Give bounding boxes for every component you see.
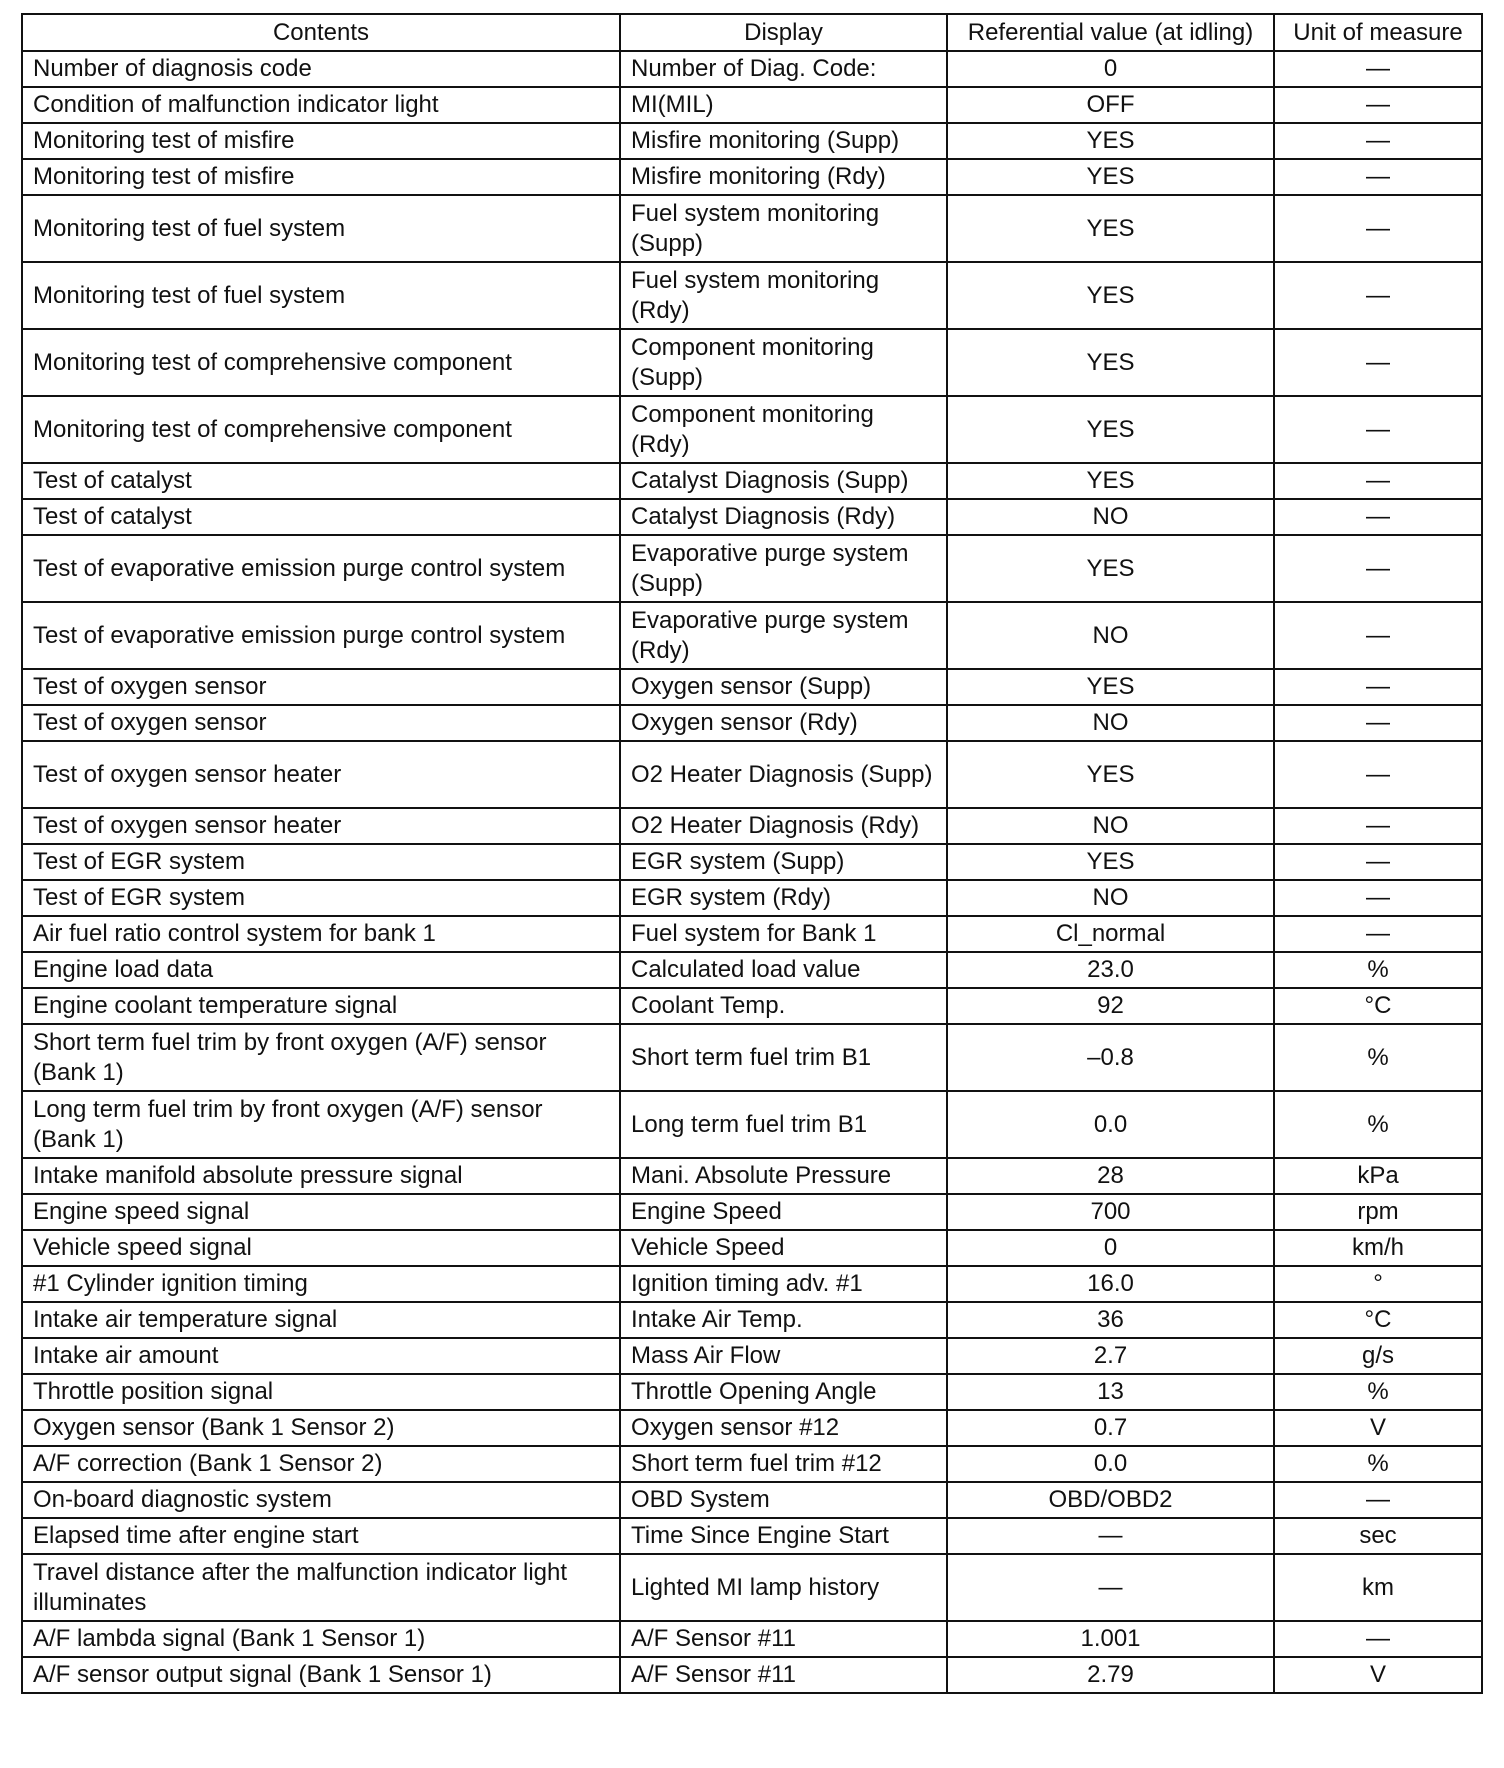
cell-display: OBD System (620, 1482, 947, 1518)
cell-unit: °C (1274, 1302, 1482, 1338)
cell-unit: — (1274, 463, 1482, 499)
table-row (22, 988, 1482, 1024)
cell-unit: — (1274, 396, 1482, 463)
cell-referential-value: YES (947, 844, 1274, 880)
cell-unit: rpm (1274, 1194, 1482, 1230)
cell-display: A/F Sensor #11 (620, 1657, 947, 1693)
cell-unit: kPa (1274, 1158, 1482, 1194)
cell-unit: — (1274, 499, 1482, 535)
cell-display: Mani. Absolute Pressure (620, 1158, 947, 1194)
cell-referential-value: NO (947, 705, 1274, 741)
cell-unit: % (1274, 1374, 1482, 1410)
table-row (22, 741, 1482, 808)
table-body (22, 51, 1482, 1693)
cell-contents: Air fuel ratio control system for bank 1 (22, 916, 620, 952)
cell-contents: Monitoring test of fuel system (22, 262, 620, 329)
cell-unit: — (1274, 195, 1482, 262)
table-container (21, 13, 1483, 1694)
cell-contents: On-board diagnostic system (22, 1482, 620, 1518)
cell-referential-value: NO (947, 880, 1274, 916)
cell-contents: Monitoring test of comprehensive component (22, 329, 620, 396)
header-contents: Contents (22, 14, 620, 51)
cell-contents: Intake air temperature signal (22, 1302, 620, 1338)
table-row (22, 1266, 1482, 1302)
cell-contents: Test of EGR system (22, 880, 620, 916)
cell-referential-value: 0.7 (947, 1410, 1274, 1446)
table-row (22, 808, 1482, 844)
cell-display: Intake Air Temp. (620, 1302, 947, 1338)
cell-referential-value: — (947, 1554, 1274, 1621)
cell-contents: Engine coolant temperature signal (22, 988, 620, 1024)
cell-contents: Test of oxygen sensor (22, 705, 620, 741)
table-row (22, 669, 1482, 705)
table-row (22, 1158, 1482, 1194)
data-table (21, 13, 1483, 1694)
cell-referential-value: 0.0 (947, 1446, 1274, 1482)
cell-unit: — (1274, 1621, 1482, 1657)
cell-display: Short term fuel trim B1 (620, 1024, 947, 1091)
cell-contents: Test of oxygen sensor (22, 669, 620, 705)
cell-referential-value: YES (947, 329, 1274, 396)
cell-contents: #1 Cylinder ignition timing (22, 1266, 620, 1302)
cell-referential-value: 13 (947, 1374, 1274, 1410)
table-row (22, 1446, 1482, 1482)
cell-referential-value: YES (947, 159, 1274, 195)
cell-display: Coolant Temp. (620, 988, 947, 1024)
cell-display: Vehicle Speed (620, 1230, 947, 1266)
cell-display: Oxygen sensor (Rdy) (620, 705, 947, 741)
cell-contents: Monitoring test of misfire (22, 123, 620, 159)
cell-referential-value: YES (947, 123, 1274, 159)
cell-contents: A/F sensor output signal (Bank 1 Sensor 1) (22, 1657, 620, 1693)
cell-contents: Test of oxygen sensor heater (22, 741, 620, 808)
cell-contents: Engine load data (22, 952, 620, 988)
cell-referential-value: 16.0 (947, 1266, 1274, 1302)
table-row (22, 880, 1482, 916)
cell-display: Evaporative purge system (Supp) (620, 535, 947, 602)
cell-contents: Intake manifold absolute pressure signal (22, 1158, 620, 1194)
cell-display: Component monitoring (Rdy) (620, 396, 947, 463)
cell-display: Ignition timing adv. #1 (620, 1266, 947, 1302)
cell-referential-value: OFF (947, 87, 1274, 123)
table-row (22, 329, 1482, 396)
header-display: Display (620, 14, 947, 51)
cell-unit: — (1274, 741, 1482, 808)
cell-contents: Test of catalyst (22, 463, 620, 499)
cell-display: Catalyst Diagnosis (Supp) (620, 463, 947, 499)
cell-unit: — (1274, 808, 1482, 844)
cell-unit: % (1274, 1446, 1482, 1482)
cell-display: Mass Air Flow (620, 1338, 947, 1374)
table-row (22, 1482, 1482, 1518)
table-row (22, 159, 1482, 195)
cell-contents: Test of evaporative emission purge control system (22, 535, 620, 602)
cell-display: Fuel system monitoring (Rdy) (620, 262, 947, 329)
cell-contents: Monitoring test of fuel system (22, 195, 620, 262)
cell-contents: Engine speed signal (22, 1194, 620, 1230)
cell-referential-value: 92 (947, 988, 1274, 1024)
table-row (22, 916, 1482, 952)
table-row (22, 1657, 1482, 1693)
cell-display: A/F Sensor #11 (620, 1621, 947, 1657)
cell-display: Calculated load value (620, 952, 947, 988)
cell-referential-value: YES (947, 463, 1274, 499)
cell-display: MI(MIL) (620, 87, 947, 123)
cell-unit: km (1274, 1554, 1482, 1621)
table-row (22, 463, 1482, 499)
cell-display: Long term fuel trim B1 (620, 1091, 947, 1158)
cell-unit: ° (1274, 1266, 1482, 1302)
table-row (22, 1410, 1482, 1446)
cell-display: Misfire monitoring (Rdy) (620, 159, 947, 195)
table-row (22, 123, 1482, 159)
cell-contents: Test of catalyst (22, 499, 620, 535)
table-row (22, 1374, 1482, 1410)
header-referential-value: Referential value (at idling) (947, 14, 1274, 51)
cell-unit: — (1274, 535, 1482, 602)
cell-unit: km/h (1274, 1230, 1482, 1266)
cell-display: Engine Speed (620, 1194, 947, 1230)
cell-unit: — (1274, 844, 1482, 880)
cell-unit: — (1274, 1482, 1482, 1518)
cell-referential-value: 0 (947, 51, 1274, 87)
table-row (22, 535, 1482, 602)
cell-referential-value: NO (947, 499, 1274, 535)
cell-referential-value: YES (947, 396, 1274, 463)
cell-contents: Monitoring test of misfire (22, 159, 620, 195)
table-row (22, 602, 1482, 669)
cell-contents: Number of diagnosis code (22, 51, 620, 87)
cell-contents: Vehicle speed signal (22, 1230, 620, 1266)
cell-unit: % (1274, 1024, 1482, 1091)
cell-contents: Long term fuel trim by front oxygen (A/F) sensor (Bank 1) (22, 1091, 620, 1158)
cell-display: O2 Heater Diagnosis (Supp) (620, 741, 947, 808)
cell-unit: — (1274, 705, 1482, 741)
cell-unit: — (1274, 262, 1482, 329)
cell-display: O2 Heater Diagnosis (Rdy) (620, 808, 947, 844)
cell-contents: A/F lambda signal (Bank 1 Sensor 1) (22, 1621, 620, 1657)
cell-referential-value: NO (947, 808, 1274, 844)
cell-display: Time Since Engine Start (620, 1518, 947, 1554)
cell-display: Evaporative purge system (Rdy) (620, 602, 947, 669)
cell-contents: Elapsed time after engine start (22, 1518, 620, 1554)
cell-unit: — (1274, 159, 1482, 195)
table-row (22, 1338, 1482, 1374)
cell-unit: g/s (1274, 1338, 1482, 1374)
cell-unit: % (1274, 1091, 1482, 1158)
cell-referential-value: –0.8 (947, 1024, 1274, 1091)
cell-unit: — (1274, 123, 1482, 159)
cell-contents: Oxygen sensor (Bank 1 Sensor 2) (22, 1410, 620, 1446)
cell-referential-value: YES (947, 262, 1274, 329)
table-row (22, 705, 1482, 741)
table-row (22, 87, 1482, 123)
cell-contents: Short term fuel trim by front oxygen (A/F) sensor (Bank 1) (22, 1024, 620, 1091)
cell-unit: — (1274, 916, 1482, 952)
table-row (22, 1621, 1482, 1657)
cell-display: Fuel system monitoring (Supp) (620, 195, 947, 262)
cell-unit: — (1274, 880, 1482, 916)
table-row (22, 1518, 1482, 1554)
table-row (22, 952, 1482, 988)
cell-referential-value: 28 (947, 1158, 1274, 1194)
cell-contents: Travel distance after the malfunction indicator light illuminates (22, 1554, 620, 1621)
table-row (22, 1554, 1482, 1621)
cell-referential-value: 2.7 (947, 1338, 1274, 1374)
cell-contents: Condition of malfunction indicator light (22, 87, 620, 123)
cell-unit: V (1274, 1657, 1482, 1693)
cell-referential-value: YES (947, 741, 1274, 808)
cell-contents: Test of oxygen sensor heater (22, 808, 620, 844)
cell-referential-value: YES (947, 669, 1274, 705)
cell-display: Oxygen sensor (Supp) (620, 669, 947, 705)
table-row (22, 1194, 1482, 1230)
table-row (22, 1024, 1482, 1091)
cell-contents: Monitoring test of comprehensive component (22, 396, 620, 463)
cell-referential-value: 700 (947, 1194, 1274, 1230)
cell-display: Misfire monitoring (Supp) (620, 123, 947, 159)
cell-unit: V (1274, 1410, 1482, 1446)
cell-referential-value: NO (947, 602, 1274, 669)
cell-referential-value: YES (947, 535, 1274, 602)
table-row (22, 195, 1482, 262)
cell-display: Throttle Opening Angle (620, 1374, 947, 1410)
table-row (22, 51, 1482, 87)
table-row (22, 1302, 1482, 1338)
cell-contents: Test of EGR system (22, 844, 620, 880)
cell-referential-value: Cl_normal (947, 916, 1274, 952)
cell-referential-value: 23.0 (947, 952, 1274, 988)
cell-contents: Throttle position signal (22, 1374, 620, 1410)
cell-display: Catalyst Diagnosis (Rdy) (620, 499, 947, 535)
cell-display: EGR system (Supp) (620, 844, 947, 880)
header-unit: Unit of measure (1274, 14, 1482, 51)
cell-display: Component monitoring (Supp) (620, 329, 947, 396)
cell-contents: Test of evaporative emission purge control system (22, 602, 620, 669)
cell-referential-value: 36 (947, 1302, 1274, 1338)
cell-display: Fuel system for Bank 1 (620, 916, 947, 952)
cell-unit: — (1274, 602, 1482, 669)
cell-display: EGR system (Rdy) (620, 880, 947, 916)
cell-referential-value: 1.001 (947, 1621, 1274, 1657)
table-row (22, 396, 1482, 463)
cell-unit: — (1274, 87, 1482, 123)
cell-unit: % (1274, 952, 1482, 988)
cell-referential-value: 0 (947, 1230, 1274, 1266)
cell-contents: A/F correction (Bank 1 Sensor 2) (22, 1446, 620, 1482)
cell-referential-value: 2.79 (947, 1657, 1274, 1693)
header-row (22, 14, 1482, 51)
cell-display: Lighted MI lamp history (620, 1554, 947, 1621)
cell-unit: — (1274, 51, 1482, 87)
table-row (22, 262, 1482, 329)
cell-referential-value: 0.0 (947, 1091, 1274, 1158)
cell-unit: °C (1274, 988, 1482, 1024)
cell-contents: Intake air amount (22, 1338, 620, 1374)
cell-referential-value: OBD/OBD2 (947, 1482, 1274, 1518)
table-row (22, 1091, 1482, 1158)
cell-referential-value: — (947, 1518, 1274, 1554)
table-row (22, 499, 1482, 535)
cell-display: Oxygen sensor #12 (620, 1410, 947, 1446)
cell-unit: — (1274, 669, 1482, 705)
cell-display: Number of Diag. Code: (620, 51, 947, 87)
table-row (22, 844, 1482, 880)
table-row (22, 1230, 1482, 1266)
cell-display: Short term fuel trim #12 (620, 1446, 947, 1482)
cell-referential-value: YES (947, 195, 1274, 262)
cell-unit: sec (1274, 1518, 1482, 1554)
cell-unit: — (1274, 329, 1482, 396)
